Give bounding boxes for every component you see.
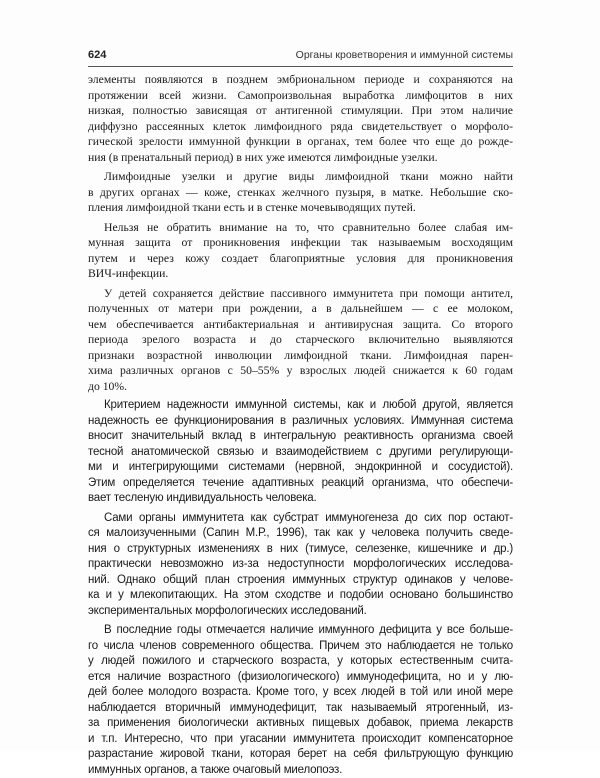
text-line: до 10%. — [88, 379, 513, 395]
paragraph — [88, 286, 513, 395]
text-line: чем обеспечивается антибактериальная и антивирусная защита. Со второго — [88, 317, 513, 333]
text-line: ния о структурных изменениях в них (тимусе, селезенке, кишечнике и др.) — [88, 542, 513, 558]
text-line: разрастание жировой ткани, которая берет на себя фильтрующую функцию — [88, 747, 513, 763]
text-line: диффузно рассеянных клеток лимфоидного ряда свидетельствует о морфоло- — [88, 119, 513, 135]
text-line: и т.п. Интересно, что при угасании иммунитета происходит компенсаторное — [88, 732, 513, 748]
text-line: дей более молодого возраста. Кроме того, у всех людей в той или иной мере — [88, 685, 513, 701]
text-line: признаки возрастной инволюции лимфоидной ткани. Лимфоидная парен- — [88, 348, 513, 364]
text-line: ВИЧ-инфекции. — [88, 266, 513, 282]
text-line: полученных от матери при рождении, а в дальнейшем — с ее молоком, — [88, 301, 513, 317]
text-line: вносит значительный вклад в интегральную реактивность организма своей — [88, 429, 513, 445]
paragraph — [88, 398, 513, 507]
paragraph — [88, 72, 513, 165]
text-line: практически невозможно из-за недоступности морфологических исследова- — [88, 557, 513, 573]
text-line: ка и у млекопитающих. На этом сходстве и подобии основано большинство — [88, 588, 513, 604]
text-line: хима различных органов с 50–55% у взрослых людей снижается к 60 годам — [88, 363, 513, 379]
paragraph — [88, 169, 513, 216]
text-line: Нельзя не обратить внимание на то, что сравнительно более слабая им- — [88, 220, 513, 236]
text-line: ний. Однако общий план строения иммунных структур одинаков у челове- — [88, 573, 513, 589]
text-line: ется наличие возрастного (физиологического) иммунодефицита, но и у лю- — [88, 670, 513, 686]
text-line: наблюдается вторичный иммунодефицит, так называемый ятрогенный, из- — [88, 701, 513, 717]
text-line: мунная защита от проникновения инфекции так называемым восходящим — [88, 235, 513, 251]
text-line: Этим определяется течение адаптивных реакций организма, что обеспечи- — [88, 476, 513, 492]
text-line: пления лимфоидной ткани есть и в стенке мочевыводящих путей. — [88, 200, 513, 216]
paragraph — [88, 623, 513, 778]
page-number: 624 — [88, 49, 106, 61]
text-line: Критерием надежности иммунной системы, как и любой другой, является — [88, 398, 513, 414]
text-line: Сами органы иммунитета как субстрат иммуногенеза до сих пор остают- — [88, 511, 513, 527]
text-line: В последние годы отмечается наличие иммунного дефицита у все больше- — [88, 623, 513, 639]
text-line: за применения биологически активных пищевых добавок, приема лекарств — [88, 716, 513, 732]
page-header — [88, 47, 513, 65]
text-line: тесной анатомической связью и взаимодействием с другими регулирующи- — [88, 445, 513, 461]
text-line: периода зрелого возраста и до старческого включительно выявляются — [88, 332, 513, 348]
text-line: ми и интегрирующими системами (нервной, эндокринной и сосудистой). — [88, 460, 513, 476]
text-line: Лимфоидные узелки и другие виды лимфоидной ткани можно найти — [88, 169, 513, 185]
text-line: вает тесленую индивидуальность человека. — [88, 491, 513, 507]
header-rule — [88, 66, 513, 67]
text-line: экспериментальных морфологических исследований. — [88, 604, 513, 620]
paragraph — [88, 220, 513, 282]
text-line: ния (в пренатальный период) в них уже имеются лимфоидные узелки. — [88, 150, 513, 166]
text-line: го числа членов современного общества. Причем это наблюдается не только — [88, 639, 513, 655]
text-line: протяжении всей жизни. Самопроизвольная выработка лимфоцитов в них — [88, 88, 513, 104]
body-text — [88, 72, 513, 672]
text-line: у людей пожилого и старческого возраста, у которых естественным счита- — [88, 654, 513, 670]
text-line: в других органах — коже, стенках желчного пузыря, в матке. Небольшие ско- — [88, 185, 513, 201]
text-line: путем и через кожу создает благоприятные условия для проникновения — [88, 251, 513, 267]
text-line: элементы появляются в позднем эмбриональном периоде и сохраняются на — [88, 72, 513, 88]
paragraph — [88, 511, 513, 620]
running-title: Органы кроветворения и иммунной системы — [296, 49, 513, 61]
text-line: У детей сохраняется действие пассивного иммунитета при помощи антител, — [88, 286, 513, 302]
text-line: низкая, полностью зависящая от антигенной стимуляции. При этом наличие — [88, 103, 513, 119]
text-line: иммунных органов, а также очаговый миелопоэз. — [88, 763, 513, 778]
text-line: гической зрелости иммунной функции в органах, тем более что еще до рожде- — [88, 134, 513, 150]
text-line: надежность ее функционирования в различных условиях. Иммунная система — [88, 414, 513, 430]
text-line: ся малоизученными (Сапин М.Р., 1996), так как у человека получить сведе- — [88, 526, 513, 542]
